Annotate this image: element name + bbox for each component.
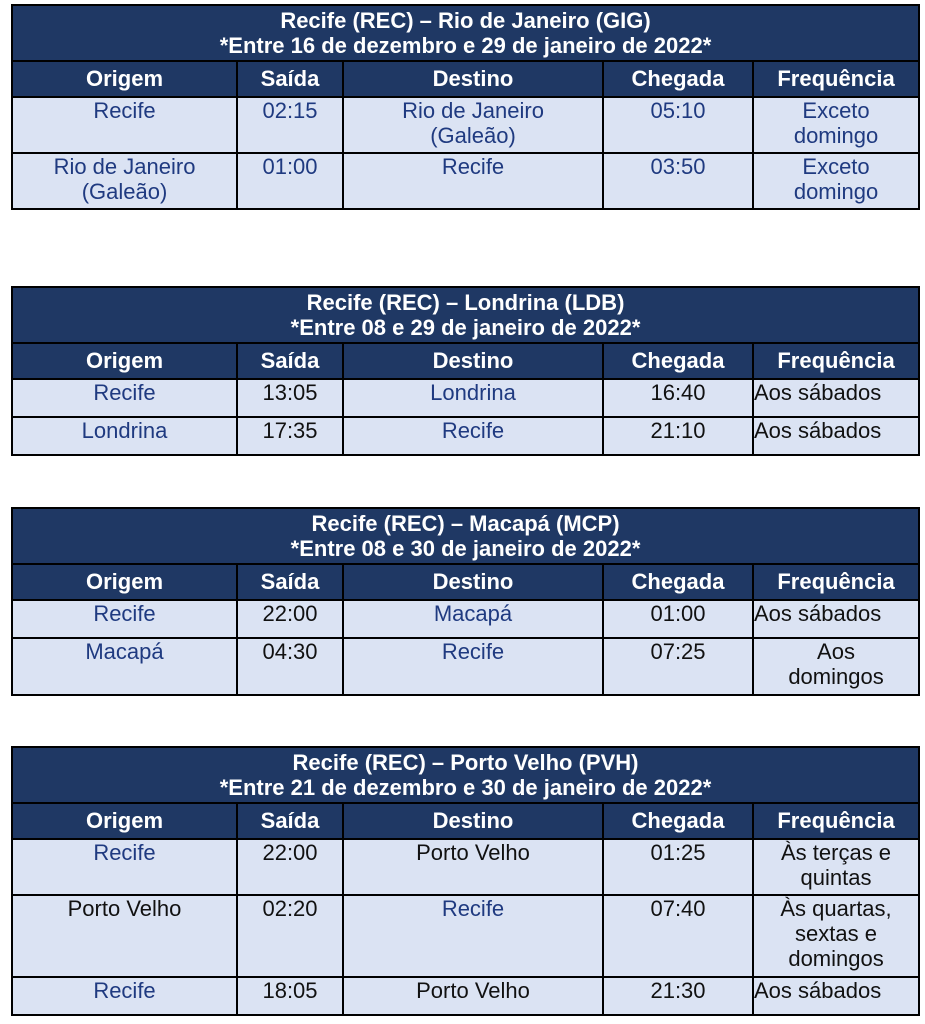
origem-cell: [12, 153, 237, 209]
origem-cell: [12, 97, 237, 153]
saida-cell: 22:00: [237, 600, 343, 638]
route-title: Recife (REC) – Macapá (MCP): [311, 511, 620, 536]
destino-cell: Londrina: [343, 379, 603, 417]
col-destino: Destino: [343, 803, 603, 839]
frequencia-cell: [753, 153, 919, 209]
frequencia-text: domingos: [788, 946, 884, 971]
col-origem: Origem: [12, 803, 237, 839]
col-frequencia: Frequência: [753, 343, 919, 379]
frequencia-text: domingo: [793, 123, 879, 148]
origem-cell: Recife: [12, 977, 237, 1015]
destino-cell: Macapá: [343, 600, 603, 638]
table-row: [12, 839, 919, 895]
col-frequencia: Frequência: [753, 803, 919, 839]
saida-cell: 01:00: [237, 153, 343, 209]
col-frequencia: Frequência: [753, 61, 919, 97]
col-saida: Saída: [237, 564, 343, 600]
destino-cell: [343, 153, 603, 209]
destino-cell: Recife: [343, 417, 603, 455]
chegada-cell: 05:10: [603, 97, 753, 153]
frequencia-text: sextas e: [795, 921, 877, 946]
table-row: [12, 638, 919, 695]
route-title: Recife (REC) – Porto Velho (PVH): [292, 750, 639, 775]
frequencia-text: domingos: [788, 664, 884, 689]
frequencia-cell: [753, 97, 919, 153]
frequencia-text: Às quartas,: [780, 896, 892, 921]
col-origem: Origem: [12, 564, 237, 600]
frequencia-cell: [753, 638, 919, 695]
table-title: [12, 287, 919, 343]
route-title: Recife (REC) – Londrina (LDB): [306, 290, 625, 315]
date-range: *Entre 16 de dezembro e 29 de janeiro de 2022*: [219, 33, 712, 58]
frequencia-cell: Aos sábados: [753, 600, 919, 638]
destino-cell: Recife: [343, 638, 603, 695]
col-frequencia: Frequência: [753, 564, 919, 600]
col-chegada: Chegada: [603, 61, 753, 97]
col-destino: Destino: [343, 343, 603, 379]
col-chegada: Chegada: [603, 803, 753, 839]
chegada-cell: 16:40: [603, 379, 753, 417]
table-row: [12, 97, 919, 153]
table-title: [12, 5, 919, 61]
col-destino: Destino: [343, 564, 603, 600]
saida-cell: 22:00: [237, 839, 343, 895]
col-chegada: Chegada: [603, 564, 753, 600]
saida-cell: 18:05: [237, 977, 343, 1015]
saida-cell: 17:35: [237, 417, 343, 455]
table-row: [12, 977, 919, 1015]
frequencia-text: Aos: [817, 639, 855, 664]
origem-cell: Recife: [12, 839, 237, 895]
saida-cell: 13:05: [237, 379, 343, 417]
col-saida: Saída: [237, 61, 343, 97]
chegada-cell: 01:25: [603, 839, 753, 895]
frequencia-text: Às terças e: [781, 840, 892, 865]
origem-text: Rio de Janeiro: [53, 154, 196, 179]
chegada-cell: 07:25: [603, 638, 753, 695]
origem-text: (Galeão): [81, 179, 168, 204]
date-range: *Entre 21 de dezembro e 30 de janeiro de 2022*: [219, 775, 712, 800]
origem-cell: Londrina: [12, 417, 237, 455]
destino-text: Recife: [441, 154, 505, 179]
frequencia-text: quintas: [800, 865, 872, 890]
schedule-table-rec-mcp: [11, 507, 920, 696]
frequencia-cell: Aos sábados: [753, 379, 919, 417]
frequencia-text: Exceto: [802, 154, 870, 179]
destino-cell: [343, 97, 603, 153]
table-row: [12, 153, 919, 209]
date-range: *Entre 08 e 30 de janeiro de 2022*: [290, 536, 641, 561]
origem-cell: Recife: [12, 600, 237, 638]
frequencia-cell: [753, 839, 919, 895]
destino-text: Rio de Janeiro: [402, 98, 544, 123]
table-row: [12, 895, 919, 977]
frequencia-cell: [753, 895, 919, 977]
table-title: [12, 508, 919, 564]
destino-cell: Porto Velho: [343, 839, 603, 895]
chegada-cell: 07:40: [603, 895, 753, 977]
origem-text: Recife: [93, 98, 156, 123]
col-origem: Origem: [12, 61, 237, 97]
saida-cell: 04:30: [237, 638, 343, 695]
chegada-cell: 21:30: [603, 977, 753, 1015]
col-saida: Saída: [237, 343, 343, 379]
frequencia-cell: Aos sábados: [753, 977, 919, 1015]
date-range: *Entre 08 e 29 de janeiro de 2022*: [290, 315, 641, 340]
schedule-table-rec-pvh: [11, 746, 920, 1016]
chegada-cell: 01:00: [603, 600, 753, 638]
schedule-table-rec-ldb: [11, 286, 920, 456]
col-origem: Origem: [12, 343, 237, 379]
col-destino: Destino: [343, 61, 603, 97]
destino-cell: Recife: [343, 895, 603, 977]
origem-cell: Recife: [12, 379, 237, 417]
route-title: Recife (REC) – Rio de Janeiro (GIG): [280, 8, 651, 33]
table-row: [12, 600, 919, 638]
table-title: [12, 747, 919, 803]
table-row: [12, 417, 919, 455]
chegada-cell: 21:10: [603, 417, 753, 455]
schedule-table-rec-gig: [11, 4, 920, 210]
chegada-cell: 03:50: [603, 153, 753, 209]
frequencia-cell: Aos sábados: [753, 417, 919, 455]
origem-cell: Porto Velho: [12, 895, 237, 977]
saida-cell: 02:15: [237, 97, 343, 153]
col-chegada: Chegada: [603, 343, 753, 379]
destino-text: (Galeão): [430, 123, 516, 148]
origem-cell: Macapá: [12, 638, 237, 695]
col-saida: Saída: [237, 803, 343, 839]
destino-cell: Porto Velho: [343, 977, 603, 1015]
frequencia-text: Exceto: [802, 98, 870, 123]
saida-cell: 02:20: [237, 895, 343, 977]
frequencia-text: domingo: [793, 179, 879, 204]
table-row: [12, 379, 919, 417]
